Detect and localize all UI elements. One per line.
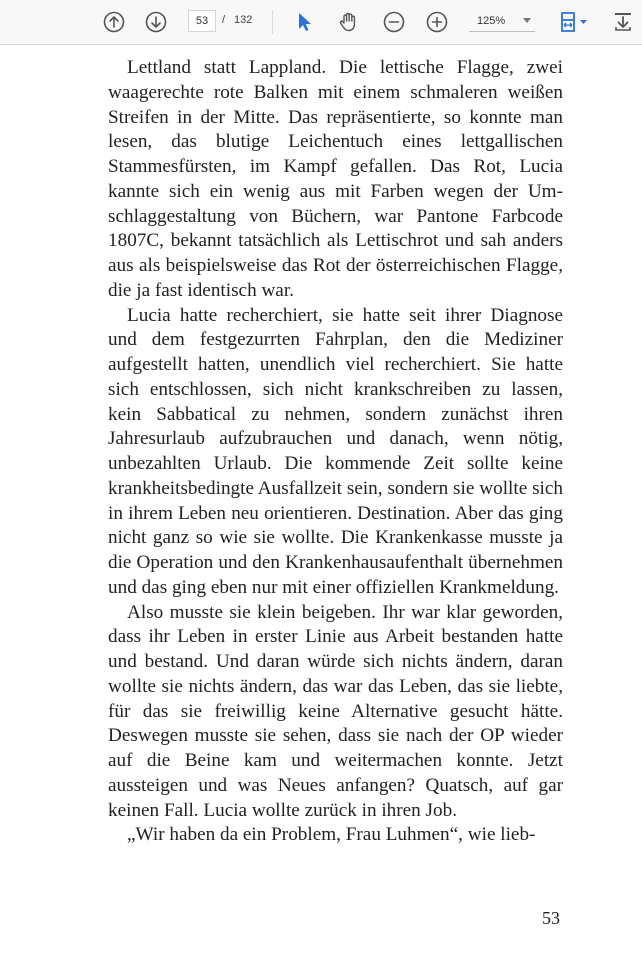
download-icon [612, 11, 634, 33]
chevron-down-icon [523, 18, 531, 23]
fit-page-button[interactable] [556, 8, 592, 36]
toolbar-divider [272, 10, 273, 34]
select-tool-button[interactable] [292, 8, 318, 36]
download-button[interactable] [610, 8, 636, 36]
document-page [108, 56, 563, 848]
previous-page-button[interactable] [100, 8, 128, 36]
arrow-up-circle-icon [103, 11, 125, 33]
select-cursor-icon [296, 11, 314, 33]
total-pages: 132 [234, 14, 253, 26]
zoom-out-icon [383, 11, 405, 33]
paragraph-2: Lucia hatte recherchiert, sie hatte seit ihrer Diagnose und dem festgezurrten Fahrplan, den die Mediziner aufgestellt hatten, unendlich viel recherchiert. Sie hatte sich entschlossen, sich nicht krankschreiben zu lassen, kein Sabbatical zu nehmen, sondern zunächst ihren Jahresurlaub aufzubrauchen und danach, wenn nötig, unbezahlten Urlaub. Die kommende Zeit sollte keine krankheitsbedingte Ausfallzeit sein, sondern sie wollte sich in ihrem Leben neu orientieren. Destination. Aber das ging nicht ganz so wie sie wollte. Die Krankenkasse musste ja die Operation und den Krankenhausaufenthalt übernehmen und das ging eben nur mit einer offiziellen Krankmeldung. [108, 304, 563, 598]
zoom-out-button[interactable] [380, 8, 408, 36]
current-page-input[interactable]: 53 [188, 10, 216, 32]
zoom-level-select[interactable] [469, 10, 535, 32]
arrow-down-circle-icon [145, 11, 167, 33]
hand-icon [338, 11, 360, 33]
pdf-toolbar [0, 0, 642, 45]
next-page-button[interactable] [142, 8, 170, 36]
paragraph-1: Lettland statt Lappland. Die lettische Flagge, zwei waagerechte rote Balken mit einem schmaleren weißen Streifen in der Mitte. Das repräsentierte, so konnte man lesen, das blutige Leichentuch eines lettgallischen Stammesfürsten, im Kampf gefallen. Das Rot, Lucia kannte sich ein wenig aus mit Farben wegen der Umschlaggestaltung von Büchern, war Pantone Farbcode 1807C, bekannt tatsächlich als Lettischrot und sah anders aus als beispielsweise das Rot der österreichischen Flagge, die ja fast identisch war. [108, 57, 563, 301]
hand-tool-button[interactable] [336, 8, 362, 36]
fit-page-icon [558, 10, 590, 34]
page-number: 53 [542, 908, 560, 928]
paragraph-4: „Wir haben da ein Problem, Frau Luhmen“, wie lieb- [127, 824, 536, 846]
paragraph-3: Also musste sie klein beigeben. Ihr war klar geworden, dass ihr Leben in erster Linie aus Arbeit bestanden hatte und bestand. Und daran würde sich nichts ändern, daran wollte sie nichts ändern, das war das Leben, das sie liebte, für das sie freiwillig keine Alternative gesucht hätte. Deswegen musste sie sehen, dass sie nach der OP wieder auf die Beine kam und weitermachen konnte. Jetzt aussteigen und was Neues anfangen? Quatsch, auf gar keinen Fall. Lucia wollte zurück in ihren Job. [108, 601, 563, 821]
zoom-in-button[interactable] [423, 8, 451, 36]
zoom-in-icon [426, 11, 448, 33]
page-separator: / [222, 14, 226, 26]
zoom-level-value: 125% [477, 14, 506, 27]
